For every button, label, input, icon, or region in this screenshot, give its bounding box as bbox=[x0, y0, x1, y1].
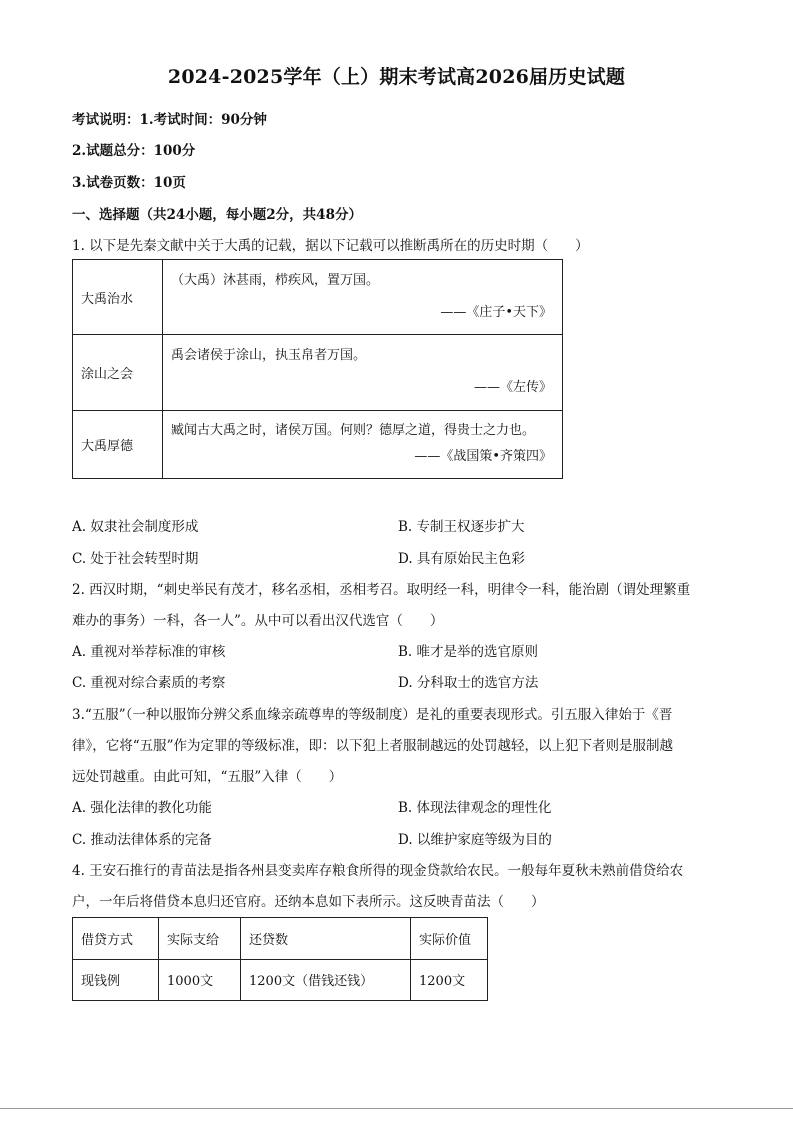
q3-stem-line-3: 远处罚越重。由此可知，“五服”入律（ ） bbox=[72, 769, 343, 785]
q4-header-actual-value: 实际价值 bbox=[411, 918, 488, 960]
q4-cell-method: 现钱例 bbox=[73, 959, 159, 1001]
q1-stem: 1. 以下是先秦文献中关于大禹的记载，据以下记载可以推断禹所在的历史时期（ ） bbox=[72, 238, 589, 254]
table-row bbox=[73, 959, 488, 1001]
q4-header-disbursed: 实际支给 bbox=[159, 918, 241, 960]
q1-option-a: A. 奴隶社会制度形成 bbox=[72, 519, 199, 535]
q2-stem-line-1: 2. 西汉时期，“刺史举民有茂才，移名丞相，丞相考召。取明经一科，明律令一科，能治剧（谓处理繁重 bbox=[72, 582, 691, 598]
q1-source-table bbox=[72, 259, 563, 479]
q3-option-b: B. 体现法律观念的理性化 bbox=[398, 800, 552, 816]
q1-option-b: B. 专制王权逐步扩大 bbox=[398, 519, 525, 535]
q1-row3-cell bbox=[163, 410, 563, 478]
q1-option-c: C. 处于社会转型时期 bbox=[72, 551, 199, 567]
instruction-line-3: 3.试卷页数：10页 bbox=[72, 175, 186, 191]
q3-option-c: C. 推动法律体系的完备 bbox=[72, 832, 212, 848]
q1-option-d: D. 具有原始民主色彩 bbox=[398, 551, 525, 567]
q2-option-c: C. 重视对综合素质的考察 bbox=[72, 675, 226, 691]
q4-cell-actual-value: 1200文 bbox=[411, 959, 488, 1001]
table-header-row bbox=[73, 918, 488, 960]
q3-option-a: A. 强化法律的教化功能 bbox=[72, 800, 212, 816]
q3-stem-line-1: 3.“五服”（一种以服饰分辨父系血缘亲疏尊卑的等级制度）是礼的重要表现形式。引五服入律始于《晋 bbox=[72, 707, 673, 723]
q1-row3-quote: 臧闻古大禹之时，诸侯万国。何则？德厚之道，得贵士之力也。 bbox=[171, 423, 536, 439]
q2-stem-line-2: 难办的事务）一科，各一人”。从中可以看出汉代选官（ ） bbox=[72, 613, 444, 629]
q1-row2-source: ——《左传》 bbox=[473, 380, 552, 396]
q3-stem-line-2: 律》，它将“五服”作为定罪的等级标准，即：以下犯上者服制越远的处罚越轻，以上犯下者则是服制越 bbox=[72, 738, 674, 754]
q1-row2-quote: 禹会诸侯于涂山，执玉帛者万国。 bbox=[171, 348, 367, 364]
table-row bbox=[73, 410, 563, 478]
q3-option-d: D. 以维护家庭等级为目的 bbox=[398, 832, 552, 848]
q2-option-a: A. 重视对举荐标准的审核 bbox=[72, 644, 226, 660]
q1-row3-label: 大禹厚德 bbox=[73, 410, 163, 478]
table-row bbox=[73, 335, 563, 410]
q4-cell-repayment: 1200文（借钱还钱） bbox=[241, 959, 411, 1001]
q4-loan-table bbox=[72, 917, 488, 1001]
table-row bbox=[73, 260, 563, 335]
q4-header-repayment: 还贷数 bbox=[241, 918, 411, 960]
q1-row3-source: ——《战国策•齐策四》 bbox=[414, 449, 552, 465]
q4-header-method: 借贷方式 bbox=[73, 918, 159, 960]
q1-row2-cell bbox=[163, 335, 563, 410]
q1-row1-quote: （大禹）沐甚雨，栉疾风，置万国。 bbox=[171, 273, 380, 289]
instruction-line-1: 考试说明：1.考试时间：90分钟 bbox=[72, 112, 267, 128]
section-heading: 一、选择题（共24小题，每小题2分，共48分） bbox=[72, 207, 362, 223]
q2-option-d: D. 分科取士的选官方法 bbox=[398, 675, 539, 691]
q1-row1-label: 大禹治水 bbox=[73, 260, 163, 335]
q2-option-b: B. 唯才是举的选官原则 bbox=[398, 644, 539, 660]
q1-row1-cell bbox=[163, 260, 563, 335]
q4-cell-disbursed: 1000文 bbox=[159, 959, 241, 1001]
q4-stem-line-2: 户，一年后将借贷本息归还官府。还纳本息如下表所示。这反映青苗法（ ） bbox=[72, 894, 545, 910]
page-bottom-divider bbox=[0, 1108, 793, 1109]
instruction-line-2: 2.试题总分：100分 bbox=[72, 143, 196, 159]
q1-row2-label: 涂山之会 bbox=[73, 335, 163, 410]
q4-stem-line-1: 4. 王安石推行的青苗法是指各州县变卖库存粮食所得的现金贷款给农民。一般每年夏秋未熟前借贷给农 bbox=[72, 863, 684, 879]
exam-title: 2024-2025学年（上）期末考试高2026届历史试题 bbox=[167, 66, 626, 88]
q1-row1-source: ——《庄子•天下》 bbox=[440, 305, 552, 321]
